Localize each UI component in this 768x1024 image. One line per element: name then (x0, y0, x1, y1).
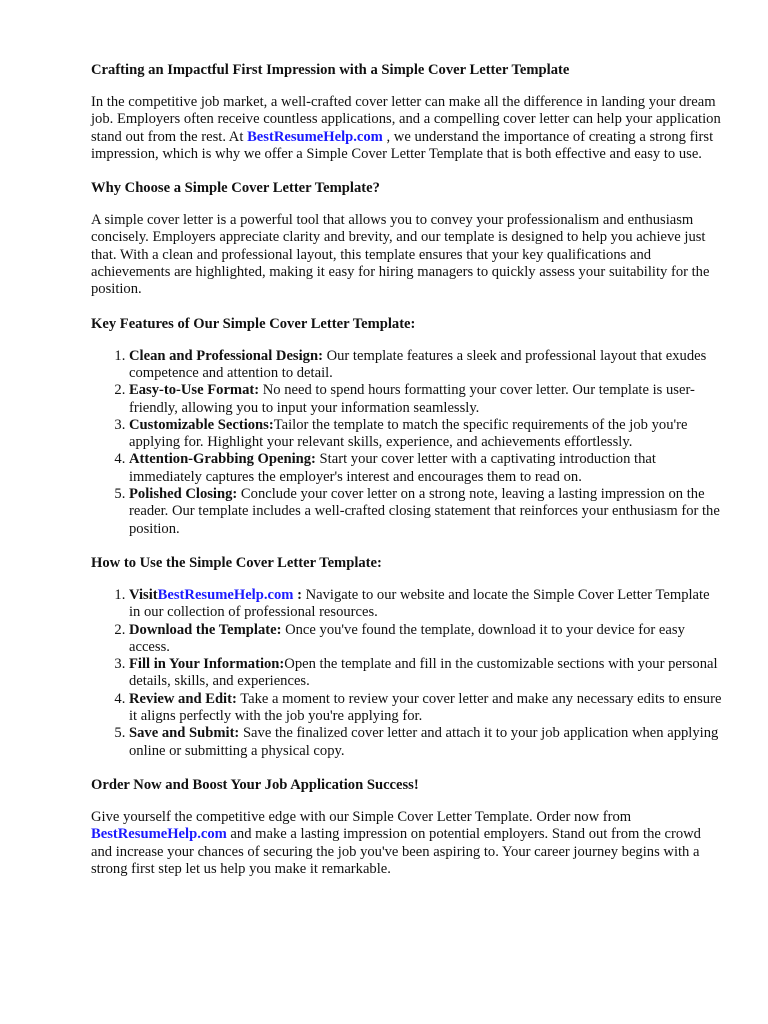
feature-label: Attention-Grabbing Opening: (129, 451, 316, 468)
feature-text: Conclude your cover letter on a strong note, leaving a lasting impression on the reader. Our template includes a well-crafted closing statement that reinforces your enthusiasm for the position. (129, 486, 720, 537)
feature-text: No need to spend hours formatting your cover letter. Our template is user-friendly, allowing you to input your information seamlessly. (129, 382, 695, 416)
feature-label: Clean and Professional Design: (129, 347, 323, 364)
feature-item (129, 382, 723, 417)
intro-text-start: In the competitive job market, a well-crafted cover letter can make all the difference in landing your dream job. Employers often receive countless applications, and a compelling cover letter can help your application stand out from the rest. At (91, 94, 721, 145)
why-heading: Why Choose a Simple Cover Letter Template? (91, 180, 380, 197)
howto-step (129, 691, 723, 726)
features-list (91, 348, 723, 538)
howto-step-text: Once you've found the template, download it to your device for easy access. (129, 621, 685, 655)
howto-list (91, 587, 723, 760)
howto-step (129, 587, 723, 622)
howto-step-label: Download the Template: (129, 621, 282, 638)
order-text-start: Give yourself the competitive edge with our Simple Cover Letter Template. Order now from (91, 808, 632, 825)
feature-item (129, 451, 723, 486)
feature-text: Start your cover letter with a captivating introduction that immediately captures the employer's interest and encourages them to read on. (129, 451, 656, 485)
order-text-end: and make a lasting impression on potential employers. Stand out from the crowd and increase your chances of securing the job you've been aspiring to. Your career journey begins with a strong first step let us help you make it remarkable. (91, 826, 701, 877)
howto-step-label: Visit (129, 586, 158, 603)
feature-item (129, 417, 723, 452)
intro-paragraph (91, 94, 723, 163)
feature-label: Polished Closing: (129, 486, 238, 503)
order-paragraph (91, 809, 723, 878)
feature-item (129, 348, 723, 383)
howto-step-text: Take a moment to review your cover letter and make any necessary edits to ensure it aligns perfectly with the job you're applying for. (129, 690, 722, 725)
howto-step (129, 725, 723, 760)
howto-step-text: Navigate to our website and locate the Simple Cover Letter Template in our collection of professional resources. (129, 586, 710, 621)
howto-step-text: Save the finalized cover letter and attach it to your job application when applying online or submitting a physical copy. (129, 725, 719, 759)
howto-site-link[interactable]: BestResumeHelp.com (157, 586, 294, 603)
howto-step-text: Open the template and fill in the customizable sections with your personal details, skills, and experiences. (129, 656, 718, 690)
howto-step-label: Fill in Your Information: (129, 656, 285, 673)
howto-step-label: Save and Submit: (129, 725, 240, 742)
howto-step-colon: : (293, 586, 302, 603)
feature-label: Customizable Sections: (129, 416, 274, 433)
howto-step (129, 656, 723, 691)
features-heading: Key Features of Our Simple Cover Letter Template: (91, 315, 416, 332)
feature-text: Our template features a sleek and professional layout that exudes competence and attention to detail. (129, 347, 707, 381)
feature-text: Tailor the template to match the specific requirements of the job you're applying for. Highlight your relevant skills, experience, and achievements effortlessly. (129, 416, 688, 451)
howto-heading: How to Use the Simple Cover Letter Template: (91, 554, 382, 571)
order-site-link[interactable]: BestResumeHelp.com (91, 826, 227, 843)
document-title: Crafting an Impactful First Impression with a Simple Cover Letter Template (91, 62, 570, 78)
why-paragraph: A simple cover letter is a powerful tool that allows you to convey your professionalism and enthusiasm concisely. Employers appreciate clarity and brevity, and our template is designed to help you achieve just that. With a clean and professional layout, this template ensures that your key qualifications and achievements are highlighted, making it easy for hiring managers to quickly assess your suitability for the position. (91, 212, 710, 298)
howto-step-label: Review and Edit: (129, 690, 237, 707)
howto-step (129, 622, 723, 657)
order-heading: Order Now and Boost Your Job Application Success! (91, 776, 419, 793)
intro-text-end: , we understand the importance of creating a strong first impression, which is why we offer a Simple Cover Letter Template that is both effective and easy to use. (91, 128, 714, 162)
feature-item (129, 486, 723, 538)
feature-label: Easy-to-Use Format: (129, 382, 260, 399)
intro-site-link[interactable]: BestResumeHelp.com (247, 128, 383, 145)
